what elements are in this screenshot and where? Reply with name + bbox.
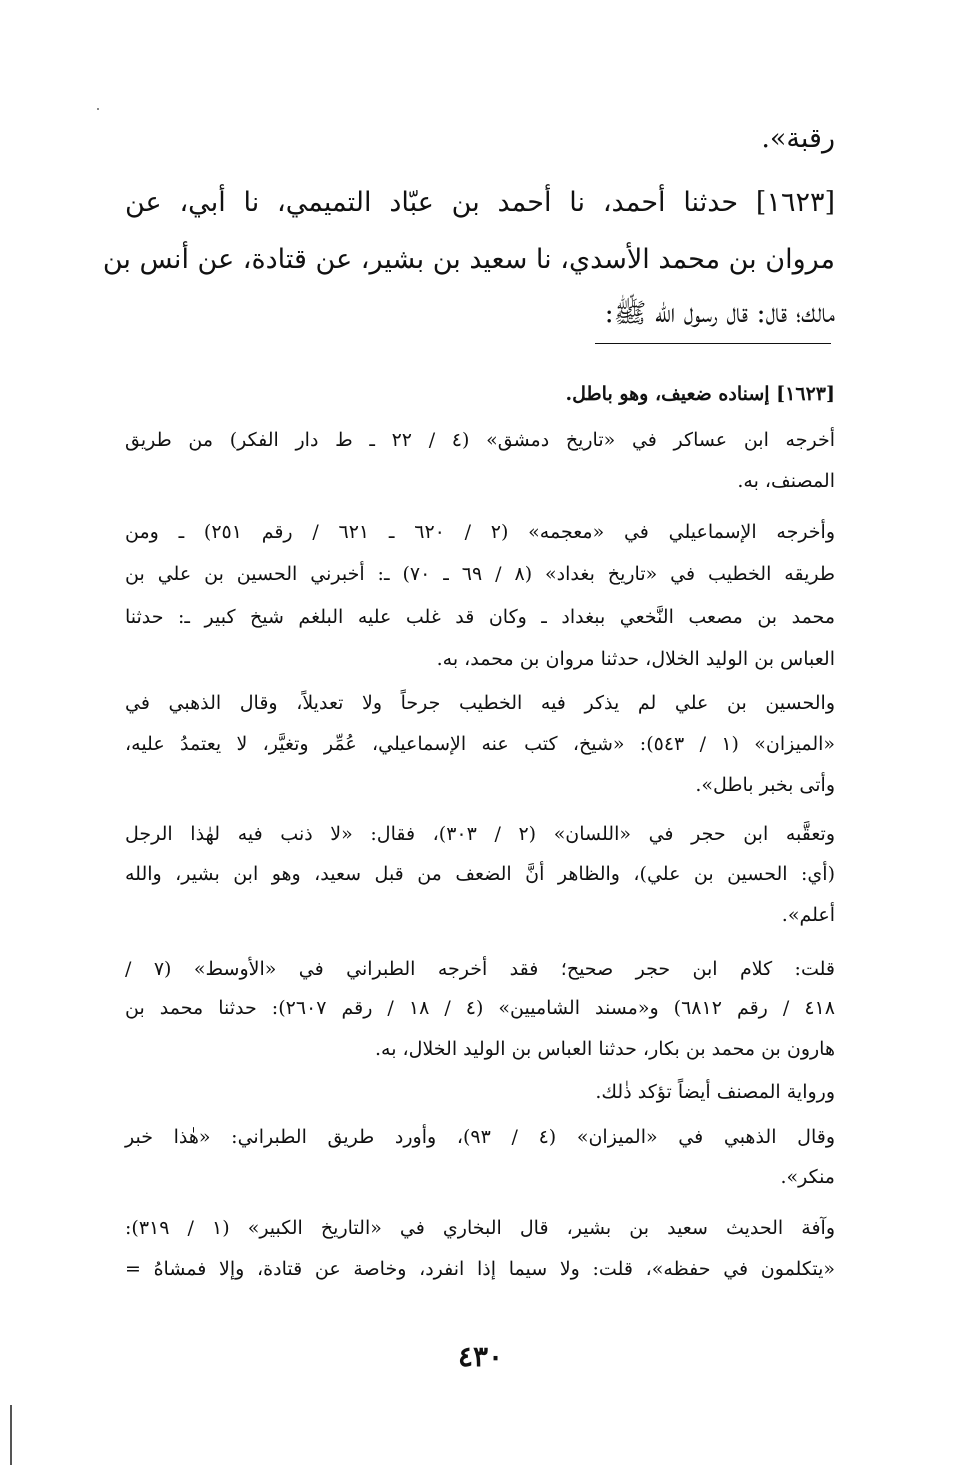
footnote-p3-line2: «الميزان» (١ / ٥٤٣): «شيخ، كتب عنه الإسماعيلي، عُمِّر وتغيَّر، لا يعتمدُ عليه، [125,733,836,755]
footnote-p1-line1: أخرجه ابن عساكر في «تاريخ دمشق» (٤ / ٢٢ ـ ط دار الفكر) من طريق [125,429,835,451]
footnote-p2-line1: وأخرجه الإسماعيلي في «معجمه» (٢ / ٦٢٠ ـ ٦٢١ / رقم ٢٥١) ـ ومن [125,521,836,543]
scan-speck [97,108,99,110]
hadith-line-1: [١٦٢٣] حدثنا أحمد، نا أحمد بن عبّاد التميمي، نا أبي، عن [125,187,835,218]
footnote-p3-line1: والحسين بن علي لم يذكر فيه الخطيب جرحاً ولا تعديلاً، وقال الذهبي في [125,692,835,714]
scan-edge-mark [10,1405,12,1465]
hadith-line-3: مالك؛ قال: قال رسول الله ﷺ: [604,298,835,329]
footnote-p8-line2: «يتكلمون في حفظه»، قلت: ولا سيما إذا انفرد، وخاصة عن قتادة، وإلا فمشاهُ = [125,1258,835,1280]
footnote-p3-line3: وأتى بخبر باطل». [695,774,835,796]
footnote-p4-line1: وتعقَّبه ابن حجر في «اللسان» (٢ / ٣٠٣)، فقال: «لا ذنب فيه لهٰذا الرجل [125,823,836,845]
footnote-p4-line2: (أي: الحسين بن علي)، والظاهر أنَّ الضعف من قبل سعيد، وهو ابن بشير، والله [125,863,835,885]
hadith-line-2: مروان بن محمد الأسدي، نا سعيد بن بشير، عن قتادة، عن أنس بن [102,244,835,275]
footnote-divider [595,343,831,344]
carry-over-text: رقبة». [761,123,835,154]
footnote-p2-line2: طريقه الخطيب في «تاريخ بغداد» (٨ / ٦٩ ـ ٧٠) ـ: أخبرني الحسين بن علي بن [125,563,835,585]
footnote-heading: [١٦٢٣] إسناده ضعيف، وهو باطل. [565,383,835,405]
footnote-p7-line2: منكر». [780,1166,835,1188]
footnote-p8-line1: وآفة الحديث سعيد بن بشير، قال البخاري في «التاريخ الكبير» (١ / ٣١٩): [125,1217,835,1239]
footnote-p2-line4: العباس بن الوليد الخلال، حدثنا مروان بن محمد، به. [436,648,835,670]
footnote-p5-line1: قلت: كلام ابن حجر صحيح؛ فقد أخرجه الطبراني في «الأوسط» (٧ / [125,958,835,980]
footnote-p6-line1: ورواية المصنف أيضاً تؤكد ذٰلك. [595,1081,835,1103]
footnote-p5-line2: ٤١٨ / رقم ٦٨١٢) و«مسند الشاميين» (٤ / ١٨ / رقم ٢٦٠٧): حدثنا محمد بن [125,997,835,1019]
footnote-p1-line2: المصنف، به. [737,470,835,492]
page-number: ٤٣٠ [457,1340,504,1373]
footnote-p2-line3: محمد بن مصعب النَّخعي ببغداد ـ وكان قد غلب عليه البلغم شيخ كبير ـ: حدثنا [125,606,835,628]
footnote-p5-line3: هارون بن محمد بن بكار، حدثنا العباس بن الوليد الخلال، به. [374,1038,835,1060]
footnote-p4-line3: أعلم». [781,904,835,926]
footnote-p7-line1: وقال الذهبي في «الميزان» (٤ / ٩٣)، وأورد طريق الطبراني: «هٰذا خبر [125,1126,835,1148]
